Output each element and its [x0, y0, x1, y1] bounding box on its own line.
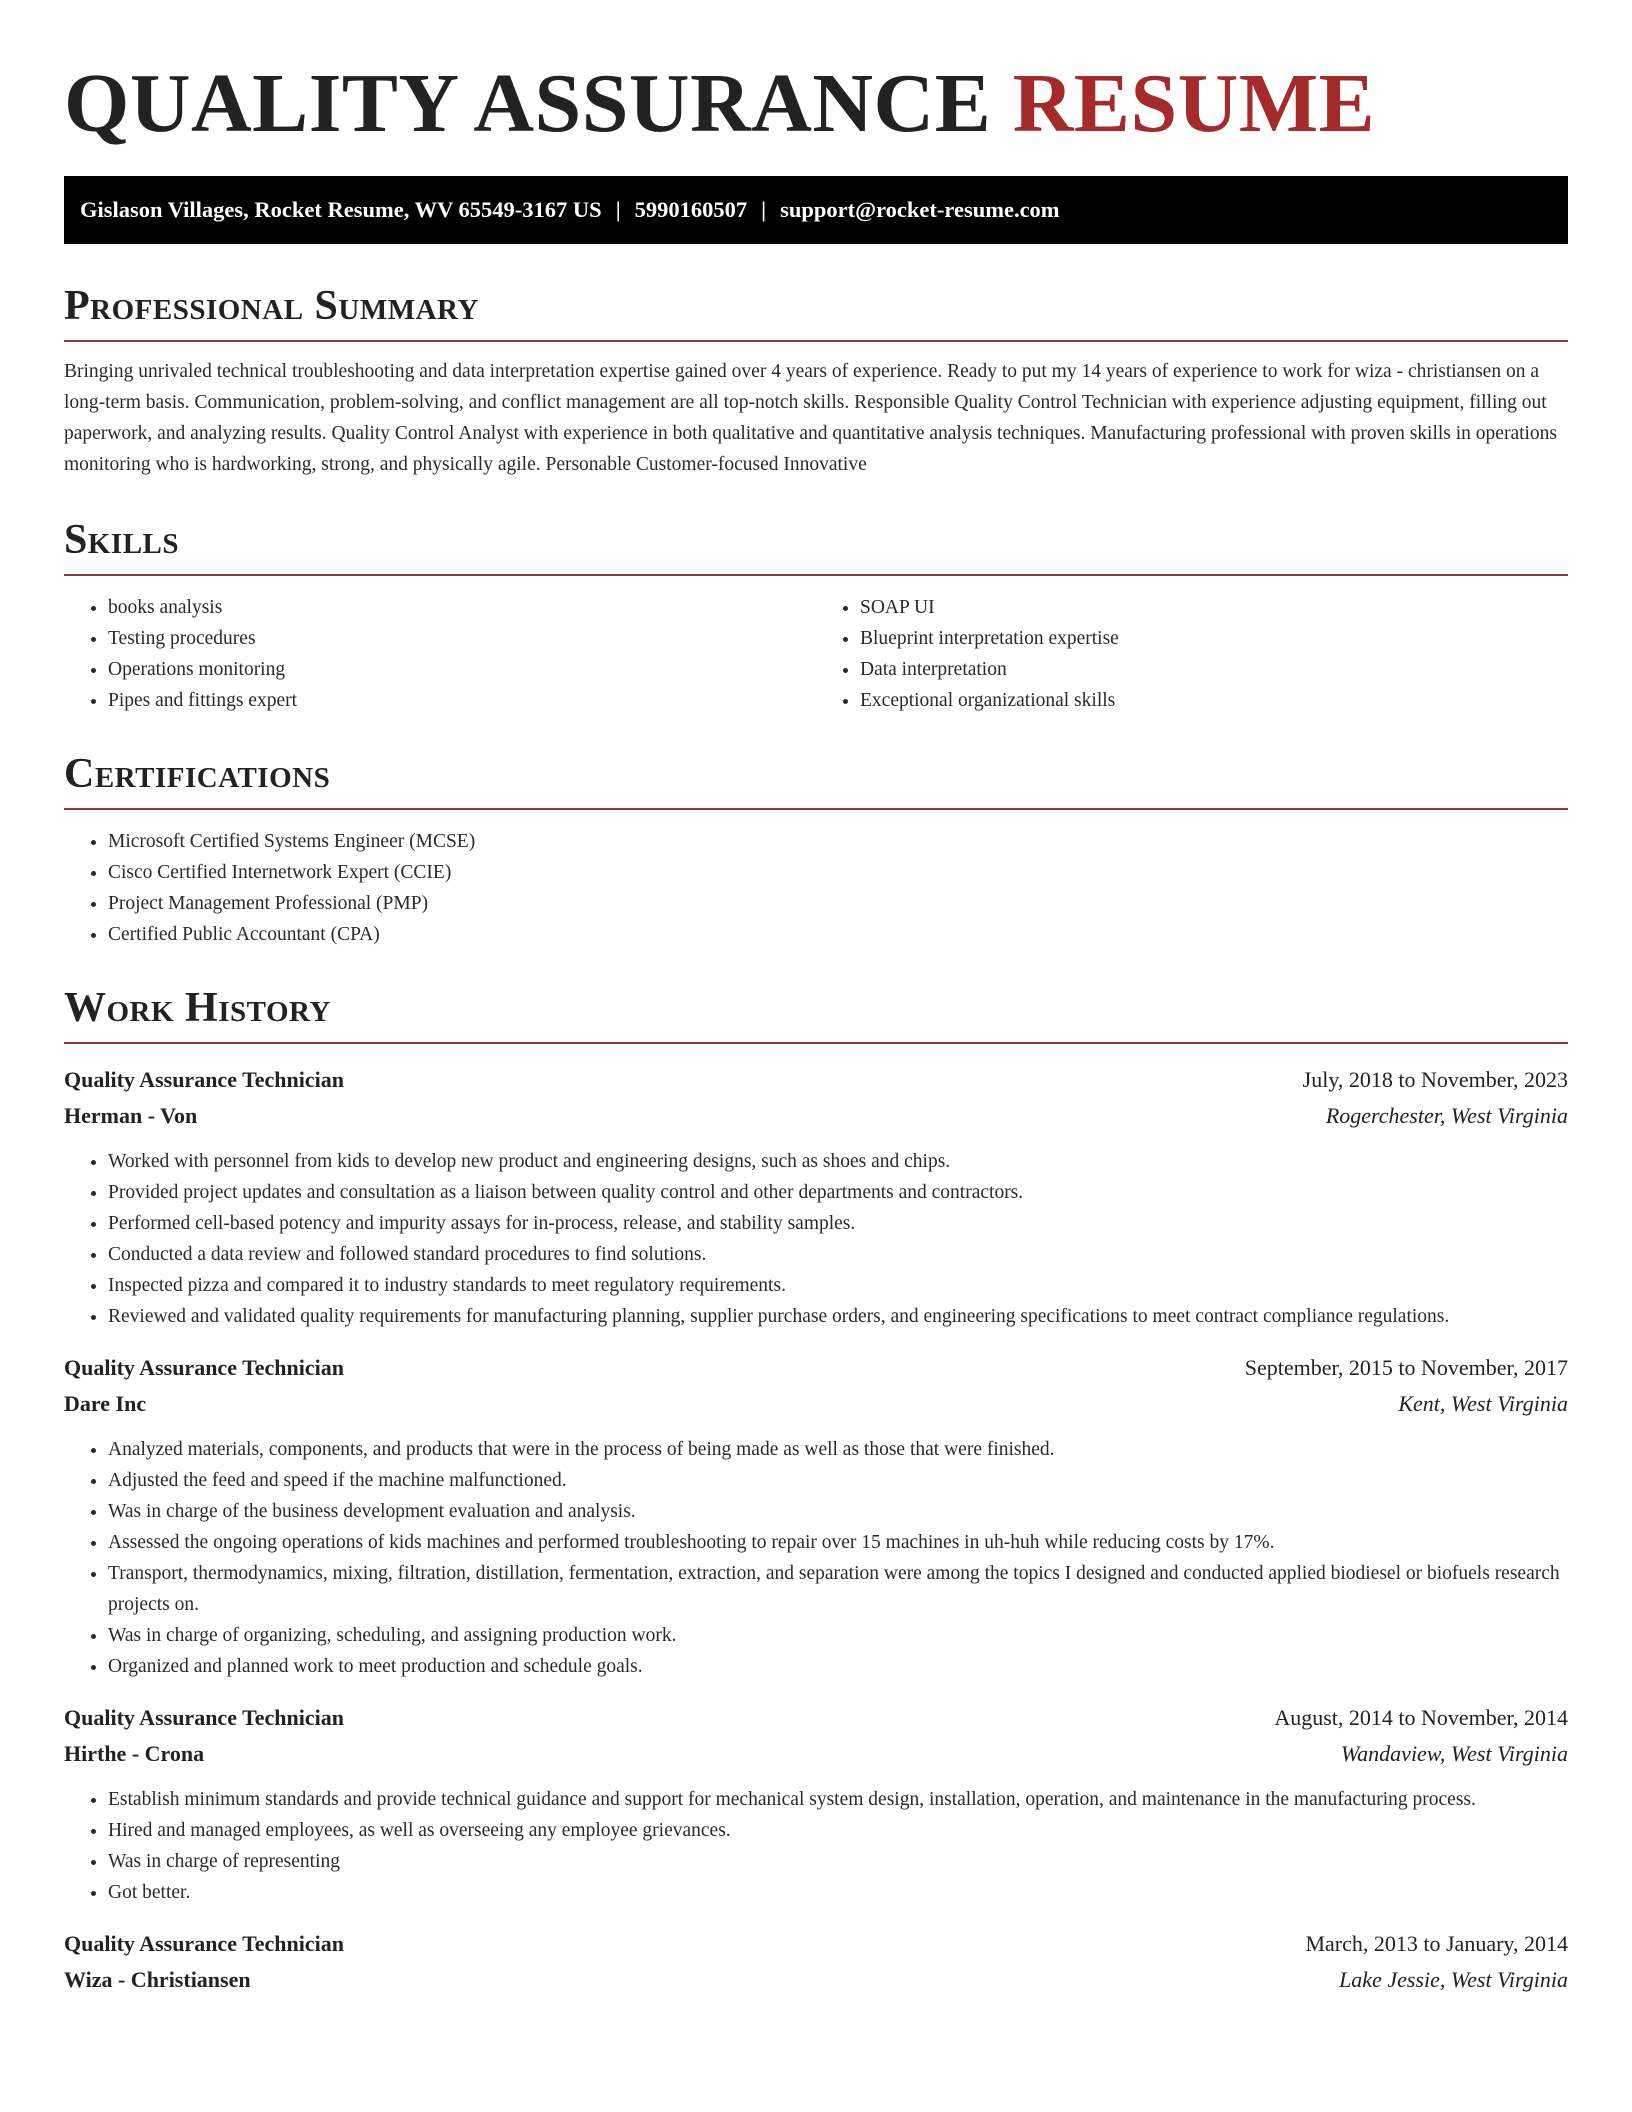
- job-location: Lake Jessie, West Virginia: [1339, 1967, 1568, 1992]
- job-bullet: • Analyzed materials, components, and products that were in the process of being made as well as those that were finished.: [108, 1434, 1568, 1465]
- job-location: Kent, West Virginia: [1398, 1391, 1568, 1416]
- job-bullet: • Got better.: [108, 1877, 1568, 1908]
- certifications-heading: Certifications: [64, 748, 1568, 810]
- skill-item: • Operations monitoring: [108, 654, 816, 685]
- skills-list-right: [816, 592, 1568, 716]
- job-company: Hirthe - Crona: [64, 1741, 205, 1766]
- job-entry: [64, 1350, 1568, 1682]
- job-title: Quality Assurance Technician: [64, 1355, 344, 1380]
- summary-heading: Professional Summary: [64, 280, 1568, 342]
- title-accent: RESUME: [1012, 57, 1376, 150]
- job-title: Quality Assurance Technician: [64, 1705, 344, 1730]
- work-history-list: [64, 1062, 1568, 1998]
- skill-item: • Data interpretation: [860, 654, 1568, 685]
- resume-title: [64, 0, 1568, 162]
- contact-address: Gislason Villages, Rocket Resume, WV 65549-3167 US: [80, 197, 602, 222]
- job-bullet: • Performed cell-based potency and impurity assays for in-process, release, and stability samples.: [108, 1208, 1568, 1239]
- job-company-row: [64, 1736, 1568, 1772]
- skills-heading: Skills: [64, 514, 1568, 576]
- job-entry: [64, 1926, 1568, 1998]
- certification-item: • Project Management Professional (PMP): [108, 888, 1568, 919]
- job-title-row: [64, 1350, 1568, 1386]
- job-bullet: • Was in charge of organizing, scheduling, and assigning production work.: [108, 1620, 1568, 1651]
- job-bullet: • Establish minimum standards and provide technical guidance and support for mechanical system design, installation, operation, and maintenance in the manufacturing process.: [108, 1784, 1568, 1815]
- contact-phone: 5990160507: [634, 197, 748, 222]
- skills-list-left: [64, 592, 816, 716]
- job-title: Quality Assurance Technician: [64, 1931, 344, 1956]
- skill-item: • SOAP UI: [860, 592, 1568, 623]
- job-company-row: [64, 1386, 1568, 1422]
- skills-section: [64, 514, 1568, 716]
- job-bullet: • Was in charge of the business development evaluation and analysis.: [108, 1496, 1568, 1527]
- skills-columns: [64, 576, 1568, 716]
- job-title-row: [64, 1926, 1568, 1962]
- certifications-list: [64, 826, 1568, 950]
- job-title: Quality Assurance Technician: [64, 1067, 344, 1092]
- summary-section: [64, 280, 1568, 480]
- job-dates: July, 2018 to November, 2023: [1302, 1067, 1568, 1092]
- job-entry: [64, 1062, 1568, 1332]
- job-bullet: • Worked with personnel from kids to develop new product and engineering designs, such as shoes and chips.: [108, 1146, 1568, 1177]
- job-location: Wandaview, West Virginia: [1340, 1741, 1568, 1766]
- job-bullet: • Organized and planned work to meet production and schedule goals.: [108, 1651, 1568, 1682]
- job-bullet: • Transport, thermodynamics, mixing, filtration, distillation, fermentation, extraction, and separation were among the topics I designed and conducted applied biodiesel or biofuels research projects on.: [108, 1558, 1568, 1620]
- job-bullet: • Adjusted the feed and speed if the machine malfunctioned.: [108, 1465, 1568, 1496]
- job-bullets: [64, 1146, 1568, 1332]
- job-title-row: [64, 1700, 1568, 1736]
- summary-text: Bringing unrivaled technical troubleshooting and data interpretation expertise gained over 4 years of experience. Ready to put my 14 years of experience to work for wiza - christiansen on a long-term basis. Communication, problem-solving, and conflict management are all top-notch skills. Responsible Quality Control Technician with experience adjusting equipment, filling out paperwork, and analyzing results. Quality Control Analyst with experience in both qualitative and quantitative analysis techniques. Manufacturing professional with proven skills in operations monitoring who is hardworking, strong, and physically agile. Personable Customer-focused Innovative: [64, 361, 1558, 475]
- certification-item: • Microsoft Certified Systems Engineer (MCSE): [108, 826, 1568, 857]
- contact-bar: [64, 176, 1568, 244]
- contact-separator: |: [761, 197, 767, 222]
- certification-item: • Cisco Certified Internetwork Expert (CCIE): [108, 857, 1568, 888]
- job-bullet: • Hired and managed employees, as well as overseeing any employee grievances.: [108, 1815, 1568, 1846]
- job-company-row: [64, 1962, 1568, 1998]
- job-company-row: [64, 1098, 1568, 1134]
- skill-item: • Exceptional organizational skills: [860, 685, 1568, 716]
- job-title-row: [64, 1062, 1568, 1098]
- resume-page: [64, 0, 1568, 1992]
- job-bullet: • Was in charge of representing: [108, 1846, 1568, 1877]
- job-company: Herman - Von: [64, 1103, 198, 1128]
- job-bullet: • Inspected pizza and compared it to industry standards to meet regulatory requirements.: [108, 1270, 1568, 1301]
- job-bullet: • Reviewed and validated quality requirements for manufacturing planning, supplier purchase orders, and engineering specifications to meet contract compliance regulations.: [108, 1301, 1568, 1332]
- contact-email[interactable]: support@rocket-resume.com: [780, 197, 1060, 222]
- job-dates: August, 2014 to November, 2014: [1274, 1705, 1568, 1730]
- job-dates: March, 2013 to January, 2014: [1305, 1931, 1568, 1956]
- certifications-section: [64, 748, 1568, 950]
- job-company: Dare Inc: [64, 1391, 147, 1416]
- skill-item: • books analysis: [108, 592, 816, 623]
- contact-separator: |: [615, 197, 621, 222]
- job-bullet: • Provided project updates and consultation as a liaison between quality control and other departments and contractors.: [108, 1177, 1568, 1208]
- job-company: Wiza - Christiansen: [64, 1967, 251, 1992]
- skill-item: • Blueprint interpretation expertise: [860, 623, 1568, 654]
- job-entry: [64, 1700, 1568, 1908]
- certification-item: • Certified Public Accountant (CPA): [108, 919, 1568, 950]
- skill-item: • Pipes and fittings expert: [108, 685, 816, 716]
- skill-item: • Testing procedures: [108, 623, 816, 654]
- work-heading: Work History: [64, 982, 1568, 1044]
- job-bullet: • Assessed the ongoing operations of kids machines and performed troubleshooting to repair over 15 machines in uh-huh while reducing costs by 17%.: [108, 1527, 1568, 1558]
- job-bullets: [64, 1434, 1568, 1682]
- job-dates: September, 2015 to November, 2017: [1244, 1355, 1568, 1380]
- job-bullet: • Conducted a data review and followed standard procedures to find solutions.: [108, 1239, 1568, 1270]
- job-location: Rogerchester, West Virginia: [1325, 1103, 1568, 1128]
- work-section: [64, 982, 1568, 1998]
- title-main: QUALITY ASSURANCE: [64, 57, 992, 150]
- job-bullets: [64, 1784, 1568, 1908]
